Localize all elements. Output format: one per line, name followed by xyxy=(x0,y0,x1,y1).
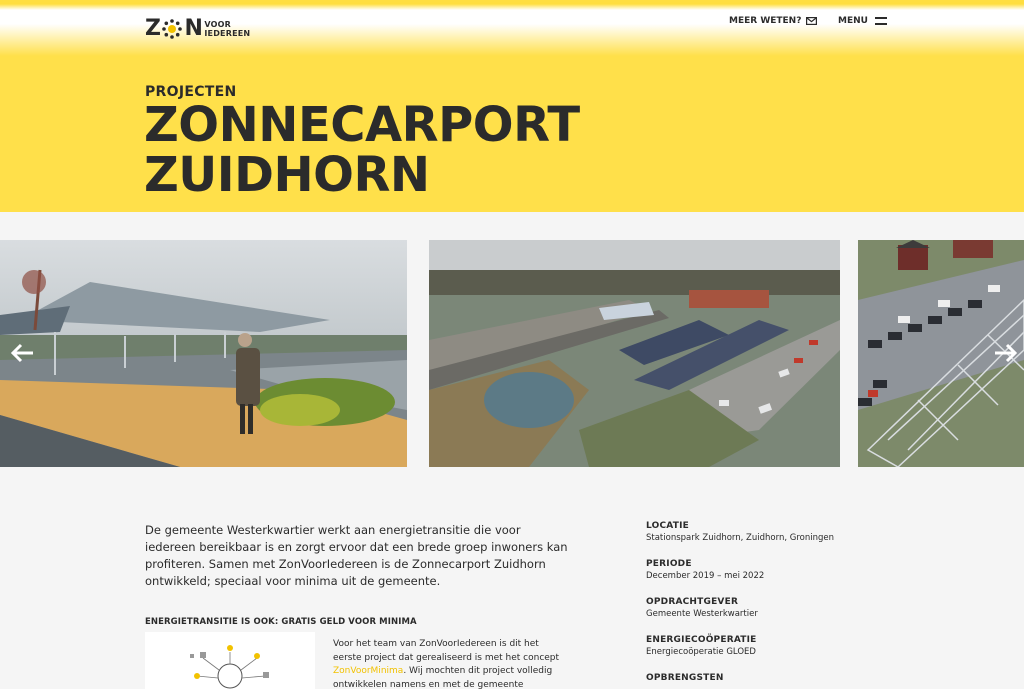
envelope-icon xyxy=(806,17,817,25)
page-title-line-1: ZONNECARPORT xyxy=(144,97,580,153)
menu-button[interactable] xyxy=(838,16,887,26)
body-text-part-1: Voor het team van ZonVoorIedereen is dit het eerste project dat gerealiseerd is met het concept xyxy=(333,639,560,663)
fact-cooperative xyxy=(646,634,866,659)
sun-icon xyxy=(161,18,183,40)
section-label: PROJECTEN xyxy=(145,84,237,100)
carousel-slide-2[interactable] xyxy=(429,240,840,467)
logo-link[interactable] xyxy=(145,16,250,42)
body-paragraph xyxy=(333,638,568,689)
fact-label: PERIODE xyxy=(646,559,692,569)
body-text-part-2: . Wij mochten dit project volledig ontwikkelen namens en met de gemeente xyxy=(333,666,553,689)
carousel-slide-1[interactable] xyxy=(0,240,407,467)
fact-label: LOCATIE xyxy=(646,521,689,531)
menu-label: MENU xyxy=(838,16,868,26)
logo-wordmark xyxy=(204,20,250,38)
carousel-next-button[interactable] xyxy=(993,342,1019,364)
carousel-prev-button[interactable] xyxy=(9,342,35,364)
project-facts xyxy=(646,520,866,689)
logo-word-iedereen: IEDEREEN xyxy=(204,29,251,38)
fact-yield xyxy=(646,672,866,684)
logo-word-voor: VOOR xyxy=(204,20,231,29)
concept-diagram-graphic xyxy=(145,632,315,689)
hamburger-icon xyxy=(875,17,887,25)
fact-location xyxy=(646,520,866,545)
content-subheading: ENERGIETRANSITIE IS OOK: GRATIS GELD VOOR MINIMA xyxy=(145,617,417,627)
zonvoorminima-link[interactable]: ZonVoorMinima xyxy=(333,666,404,676)
arrow-right-icon xyxy=(993,342,1019,364)
contact-link[interactable] xyxy=(729,16,817,26)
page-title-line-2: ZUIDHORN xyxy=(144,147,430,203)
fact-label: ENERGIECOÖPERATIE xyxy=(646,635,757,645)
logo-letter-n: N xyxy=(184,16,203,41)
logo-letter-z: Z xyxy=(145,16,161,41)
intro-paragraph: De gemeente Westerkwartier werkt aan energietransitie die voor iedereen bereikbaar is en zorgt ervoor dat een brede groep inwoners kan profiteren. Samen met ZonVoorIedereen is de Zonnecarport Zuidhorn ontwikkeld; speciaal voor minima uit de gemeente. xyxy=(145,523,568,588)
contact-label: MEER WETEN? xyxy=(729,16,802,26)
concept-diagram-image xyxy=(145,632,315,689)
carport-rendering-image xyxy=(0,240,407,467)
arrow-left-icon xyxy=(9,342,35,364)
fact-value: Stationspark Zuidhorn, Zuidhorn, Groningen xyxy=(646,533,834,543)
page-title xyxy=(144,97,580,203)
fact-client xyxy=(646,596,866,621)
aerial-station-park-image xyxy=(429,240,840,467)
fact-value: Energiecoöperatie GLOED xyxy=(646,647,756,657)
fact-value: Gemeente Westerkwartier xyxy=(646,609,758,619)
fact-label: OPBRENGSTEN xyxy=(646,673,724,683)
fact-value: December 2019 – mei 2022 xyxy=(646,571,765,581)
fact-label: OPDRACHTGEVER xyxy=(646,597,739,607)
fact-period xyxy=(646,558,866,583)
